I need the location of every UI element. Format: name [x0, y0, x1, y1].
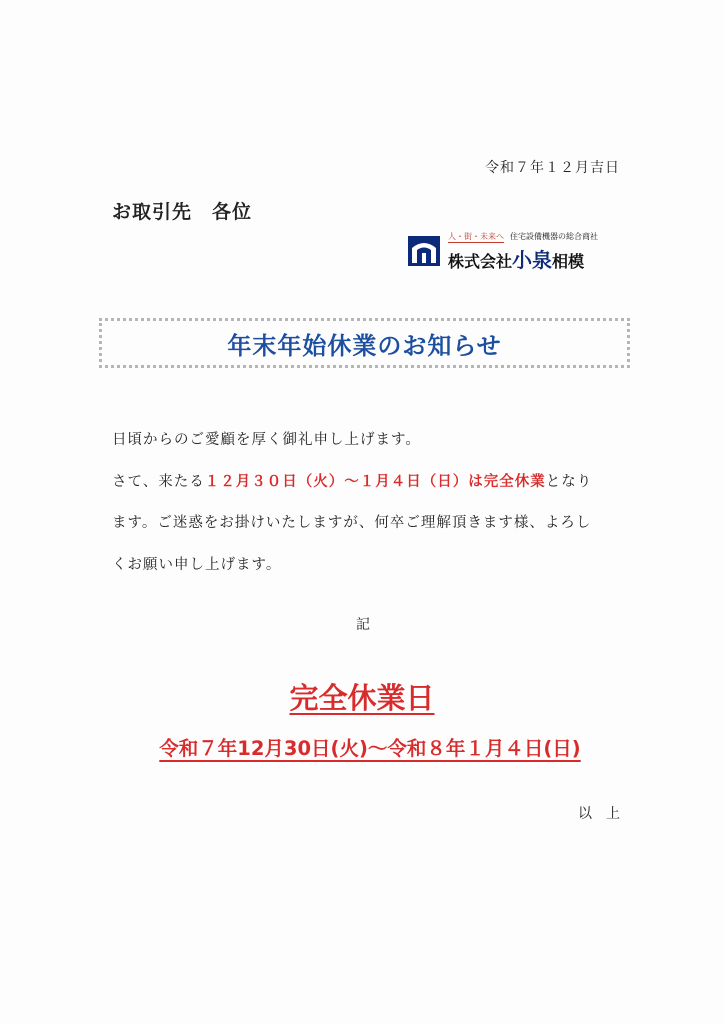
body-line-2-pre: さて、来たる: [112, 473, 205, 490]
body-line-2-mid: は: [468, 473, 484, 490]
issue-date: 令和７年１２月吉日: [485, 160, 620, 176]
body-line-1: 日頃からのご愛顧を厚く御礼申し上げます。: [112, 432, 421, 448]
record-heading: 記: [356, 617, 370, 633]
body-line-4: くお願い申し上げます。: [112, 556, 282, 573]
company-mark-icon: [408, 236, 440, 266]
body-line-3: ます。ご迷惑をお掛けいたしますが、何卒ご理解頂きます様、よろし: [112, 515, 592, 531]
notice-title-box: [99, 318, 630, 368]
body-full-closure: 完全休業: [483, 473, 546, 490]
company-logo: [408, 232, 622, 272]
company-name-suffix: 相模: [552, 252, 585, 271]
closing-mark: 以 上: [578, 806, 620, 822]
company-name-prefix: 株式会社: [448, 252, 513, 271]
holiday-title: 完全休業日: [289, 681, 435, 715]
company-tagline: 人・街・未来へ: [448, 232, 504, 241]
holiday-title-wrap: [0, 676, 724, 717]
body-closure-dates: １２月３０日（火）～１月４日（日）: [204, 473, 469, 490]
holiday-dates-wrap: [110, 733, 630, 761]
notice-body: [112, 420, 632, 586]
company-name-main: 小泉: [512, 248, 553, 272]
body-line-2: [112, 462, 632, 504]
body-line-2-post: となり: [545, 473, 593, 490]
company-name: [448, 244, 584, 273]
notice-title: 年末年始休業のお知らせ: [227, 331, 502, 360]
recipient-line: お取引先 各位: [112, 201, 253, 223]
company-tagline-sub: 住宅設備機器の総合商社: [510, 232, 598, 241]
holiday-dates: 令和７年12月30日(火)～令和８年１月４日(日): [159, 737, 581, 760]
